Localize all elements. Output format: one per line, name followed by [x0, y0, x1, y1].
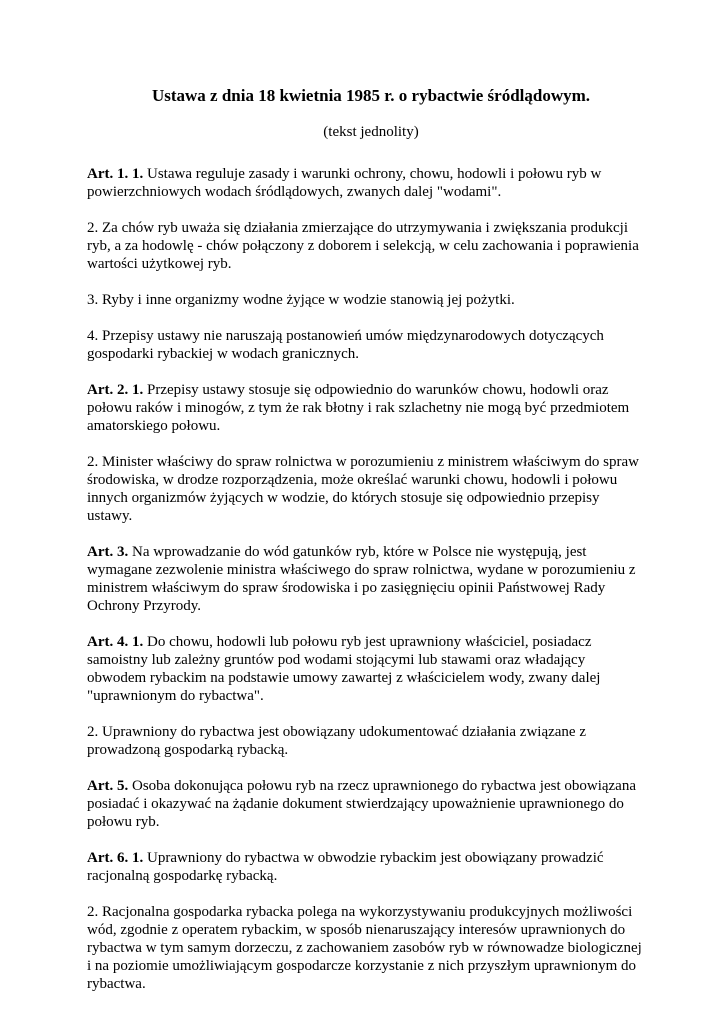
paragraph-art-1-4: [87, 327, 647, 363]
paragraph-art-2-2: [87, 453, 647, 525]
paragraph-text: Do chowu, hodowli lub połowu ryb jest uprawniony właściciel, posiadacz samoistny lub zależny gruntów pod wodami stojącymi lub stawami oraz władający obwodem rybackim na podstawie umowy zawartej z właścicielem wody, zwany dalej "uprawnionym do rybactwa".: [87, 634, 601, 704]
paragraph-text: 2. Uprawniony do rybactwa jest obowiązany udokumentować działania związane z prowadzoną gospodarką rybacką.: [87, 724, 586, 758]
article-label: Art. 1. 1.: [87, 166, 144, 182]
paragraph-text: Ustawa reguluje zasady i warunki ochrony, chowu, hodowli i połowu ryb w powierzchniowych wodach śródlądowych, zwanych dalej "wodami".: [87, 166, 602, 200]
article-label: Art. 4. 1.: [87, 634, 144, 650]
paragraph-text: 2. Racjonalna gospodarka rybacka polega na wykorzystywaniu produkcyjnych możliwości wód, zgodnie z operatem rybackim, w sposób nienaruszający interesów uprawnionych do rybactwa w tym samym dorzeczu, z zachowaniem zasobów ryb w równowadze biologicznej i na poziomie umożliwiającym gospodarcze korzystanie z nich przyszłym uprawnionym do rybactwa.: [87, 904, 642, 992]
article-label: Art. 5.: [87, 778, 129, 794]
paragraph-art-3: [87, 543, 647, 615]
paragraph-text: 3. Ryby i inne organizmy wodne żyjące w wodzie stanowią jej pożytki.: [87, 292, 515, 308]
paragraph-text: Na wprowadzanie do wód gatunków ryb, które w Polsce nie występują, jest wymagane zezwolenie ministra właściwego do spraw rolnictwa, wydane w porozumieniu z ministrem właściwym do spraw środowiska i po zasięgnięciu opinii Państwowej Rady Ochrony Przyrody.: [87, 544, 636, 614]
paragraph-art-4-2: [87, 723, 647, 759]
paragraph-text: Uprawniony do rybactwa w obwodzie rybackim jest obowiązany prowadzić racjonalną gospodarkę rybacką.: [87, 850, 604, 884]
paragraph-art-1-3: [87, 291, 647, 309]
paragraph-text: 2. Minister właściwy do spraw rolnictwa w porozumieniu z ministrem właściwym do spraw środowiska, w drodze rozporządzenia, może określać warunki chowu, hodowli i połowu innych organizmów żyjących w wodzie, do których stosuje się odpowiednio przepisy ustawy.: [87, 454, 639, 524]
paragraph-art-1-2: [87, 219, 647, 273]
document-title: Ustawa z dnia 18 kwietnia 1985 r. o rybactwie śródlądowym.: [151, 86, 591, 105]
paragraph-text: Osoba dokonująca połowu ryb na rzecz uprawnionego do rybactwa jest obowiązana posiadać i okazywać na żądanie dokument stwierdzający upoważnienie uprawnionego do połowu ryb.: [87, 778, 636, 830]
paragraph-text: 4. Przepisy ustawy nie naruszają postanowień umów międzynarodowych dotyczących gospodarki rybackiej w wodach granicznych.: [87, 328, 604, 362]
article-label: Art. 3.: [87, 544, 129, 560]
paragraph-art-6-2: [87, 903, 647, 993]
document-subtitle: (tekst jednolity): [323, 124, 419, 140]
paragraph-art-1-1: [87, 165, 647, 201]
paragraph-art-6-1: [87, 849, 647, 885]
paragraph-text: Przepisy ustawy stosuje się odpowiednio do warunków chowu, hodowli oraz połowu raków i minogów, z tym że rak błotny i rak szlachetny nie mogą być przedmiotem amatorskiego połowu.: [87, 382, 630, 434]
paragraph-art-5: [87, 777, 647, 831]
article-label: Art. 6. 1.: [87, 850, 144, 866]
paragraph-art-2-1: [87, 381, 647, 435]
document-page: [87, 85, 647, 993]
paragraph-text: 2. Za chów ryb uważa się działania zmierzające do utrzymywania i zwiększania produkcji ryb, a za hodowlę - chów połączony z doborem i selekcją, w celu zachowania i poprawienia wartości użytkowej ryb.: [87, 220, 639, 272]
article-label: Art. 2. 1.: [87, 382, 144, 398]
paragraph-art-4-1: [87, 633, 647, 705]
